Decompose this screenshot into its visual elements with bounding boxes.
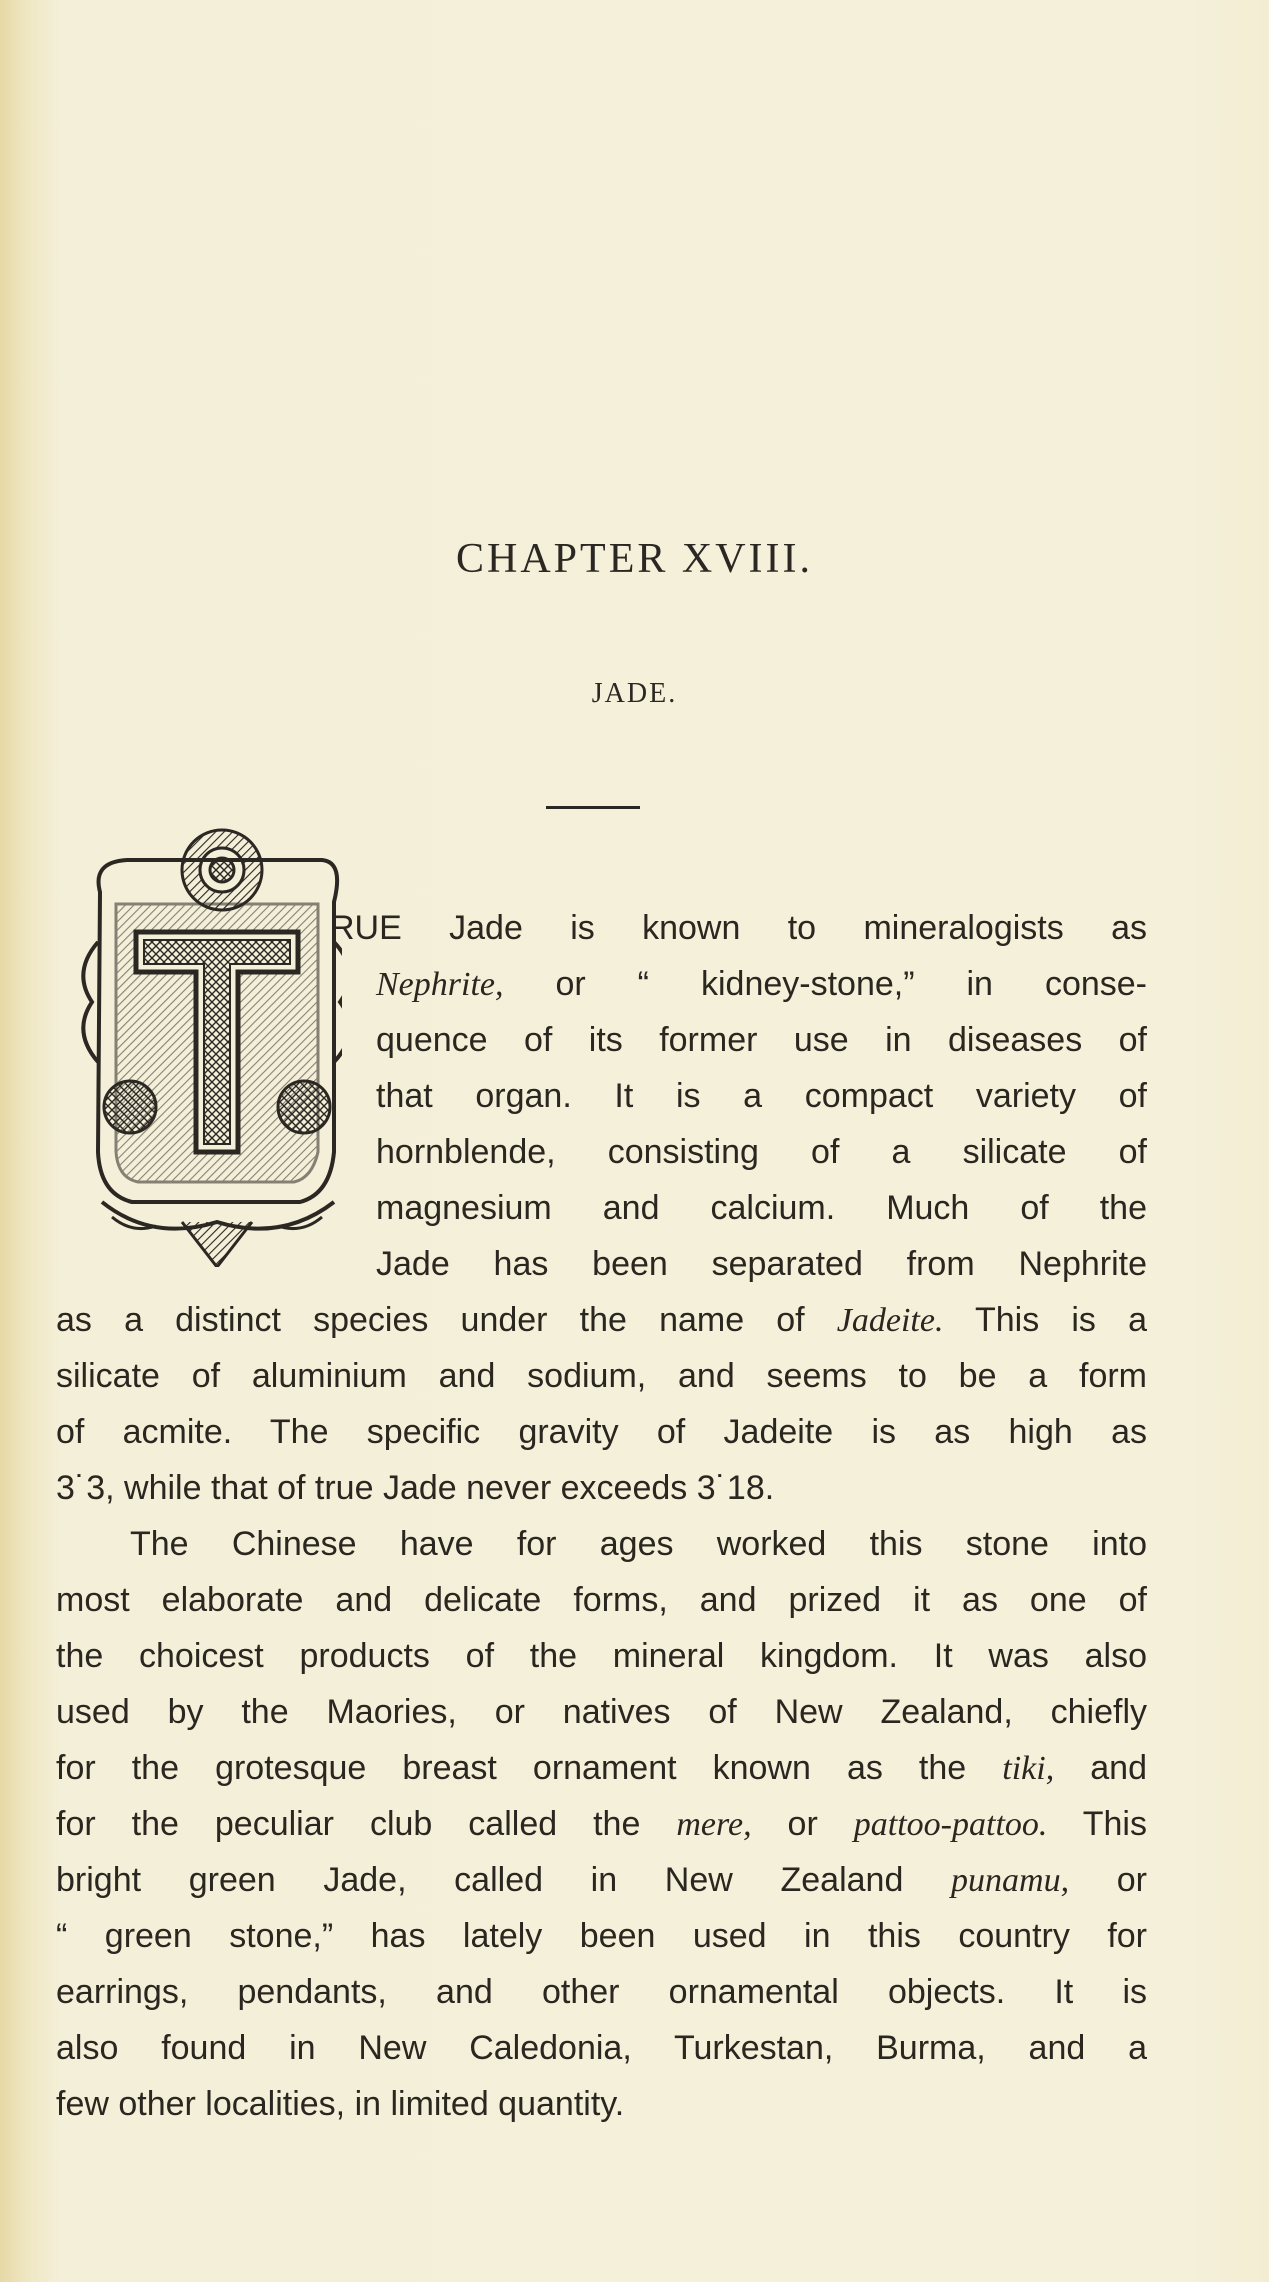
text-line bbox=[56, 1796, 1147, 1852]
text-line bbox=[56, 1964, 1147, 2020]
text-line bbox=[376, 1124, 1147, 1180]
italic-term: tiki, bbox=[1002, 1750, 1055, 1787]
text-run: magnesium and calcium. Much of the bbox=[376, 1189, 1147, 1227]
text-run: This bbox=[1047, 1805, 1147, 1843]
text-run: few other localities, in limited quantity. bbox=[56, 2085, 625, 2123]
text-run: used by the Maories, or natives of New Zealand, chiefly bbox=[56, 1693, 1147, 1731]
text-run: or “ kidney-stone,” in conse- bbox=[503, 965, 1147, 1003]
text-run: the choicest products of the mineral kingdom. It was also bbox=[56, 1637, 1147, 1675]
text-line bbox=[56, 1740, 1147, 1796]
text-run: for the peculiar club called the bbox=[56, 1805, 677, 1843]
text-run: of acmite. The specific gravity of Jadeite is as high as bbox=[56, 1413, 1147, 1451]
text-run: or bbox=[1069, 1861, 1147, 1899]
text-run: The Chinese have for ages worked this stone into bbox=[130, 1525, 1147, 1563]
text-run: silicate of aluminium and sodium, and seems to be a form bbox=[56, 1357, 1147, 1395]
text-run: 3˙3, while that of true Jade never exceeds 3˙18. bbox=[56, 1469, 775, 1507]
text-run: hornblende, consisting of a silicate of bbox=[376, 1133, 1147, 1171]
text-line bbox=[56, 1628, 1147, 1684]
italic-term: Jadeite. bbox=[836, 1302, 944, 1339]
text-run: most elaborate and delicate forms, and prized it as one of bbox=[56, 1581, 1147, 1619]
ornamental-drop-cap-icon bbox=[72, 822, 342, 1267]
italic-term: Nephrite, bbox=[376, 966, 504, 1003]
text-run: for the grotesque breast ornament known as the bbox=[56, 1749, 1003, 1787]
italic-term: punamu, bbox=[951, 1862, 1070, 1899]
text-run: that organ. It is a compact variety of bbox=[376, 1077, 1147, 1115]
text-line bbox=[376, 1180, 1147, 1236]
text-line bbox=[130, 1516, 1147, 1572]
title-divider bbox=[546, 806, 640, 809]
text-line bbox=[56, 2020, 1147, 2076]
text-line bbox=[56, 1852, 1147, 1908]
text-line bbox=[56, 1460, 1147, 1516]
text-line bbox=[376, 1012, 1147, 1068]
text-line bbox=[56, 1908, 1147, 1964]
text-line bbox=[376, 1236, 1147, 1292]
text-run: earrings, pendants, and other ornamental objects. It is bbox=[56, 1973, 1147, 2011]
text-run: “ green stone,” has lately been used in this country for bbox=[56, 1917, 1147, 1955]
text-line bbox=[56, 1348, 1147, 1404]
text-line bbox=[376, 956, 1147, 1012]
text-run: or bbox=[751, 1805, 854, 1843]
text-line bbox=[330, 900, 1147, 956]
text-line bbox=[56, 1572, 1147, 1628]
text-run: as a distinct species under the name of bbox=[56, 1301, 837, 1339]
text-line bbox=[376, 1068, 1147, 1124]
text-run: also found in New Caledonia, Turkestan, Burma, and a bbox=[56, 2029, 1147, 2067]
italic-term: pattoo-pattoo. bbox=[853, 1806, 1048, 1843]
text-line bbox=[56, 1684, 1147, 1740]
chapter-title: CHAPTER XVIII. bbox=[456, 536, 813, 582]
text-run: This is a bbox=[943, 1301, 1147, 1339]
text-run: quence of its former use in diseases of bbox=[376, 1021, 1147, 1059]
text-run: bright green Jade, called in New Zealand bbox=[56, 1861, 952, 1899]
text-line bbox=[56, 1404, 1147, 1460]
italic-term: mere, bbox=[676, 1806, 752, 1843]
text-line bbox=[56, 2076, 1147, 2132]
text-line bbox=[56, 1292, 1147, 1348]
section-title: JADE. bbox=[591, 678, 678, 709]
text-run: RUE Jade is known to mineralogists as bbox=[330, 909, 1147, 947]
text-run: Jade has been separated from Nephrite bbox=[376, 1245, 1147, 1283]
text-run: and bbox=[1054, 1749, 1147, 1787]
